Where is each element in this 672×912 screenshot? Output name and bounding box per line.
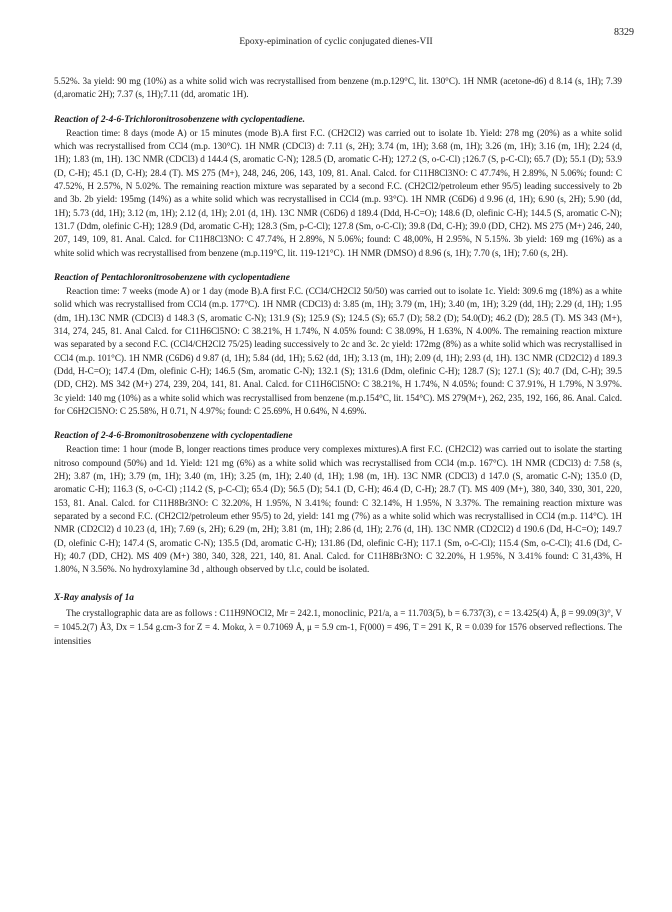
- article-body: [54, 75, 622, 648]
- running-title: Epoxy-epimination of cyclic conjugated dienes-VII: [239, 37, 433, 47]
- section-xray: [54, 592, 622, 648]
- section-body: The crystallographic data are as follows : C11H9NOCl2, Mr = 242.1, monoclinic, P21/a, a = 11.703(5), b = 6.737(3), c = 13.425(4) Å, β = 99.09(3)°, V = 1045.2(7) Å3, Dx = 1.54 g.cm-3 for Z = 4. Mokα, λ = 0.71069 Å, μ = 5.9 cm-1, F(000) = 496, T = 291 K, R = 0.039 for 1576 observed reflections. The intensities: [54, 607, 622, 646]
- page-number: 8329: [614, 27, 634, 38]
- intro-paragraph: 5.52%. 3a yield: 90 mg (10%) as a white solid wich was recrystallised from benzene (m.p.129°C, lit. 130°C). 1H NMR (acetone-d6) d 8.14 (s, 1H); 7.39 (d,aromatic 2H); 7.37 (s, 1H);7.11 (dd, aromatic 1H).: [54, 76, 622, 100]
- section-heading: Reaction of Pentachloronitrosobenzene with cyclopentadiene: [54, 272, 290, 283]
- section-heading: X-Ray analysis of 1a: [54, 593, 134, 604]
- section-heading: Reaction of 2-4-6-Trichloronitrosobenzene with cyclopentadiene.: [54, 114, 305, 125]
- section-bromo: [54, 430, 622, 576]
- section-body: Reaction time: 1 hour (mode B, longer reactions times produce very complexes mixtures).A first F.C. (CH2Cl2) was carried out to isolate the starting nitroso compound (50%) and 1d. Yield: 121 mg (6%) as a white solid which was recrystallised from CCl4 (m.p. 167°C). 1H NMR (CDCl3) d: 7.58 (s, 2H); 3.87 (m, 1H); 3.79 (m, 1H); 3.40 (m, 1H); 3.25 (m, 1H); 2.40 (d, 1H); 1.98 (m, 1H). 13C NMR (CDCl3) d 147.0 (S, aromatic C-N); 135.0 (D, aromatic C-H); 116.3 (S, o-C-Cl) ;114.2 (S, p-C-Cl); 65.4 (D); 56.5 (D); 54.1 (D, C-H); 46.4 (D, C-H); 28.7 (T). MS 409 (M+), 380, 340, 330, 301, 220, 153, 81. Anal. Calcd. for C11H8Br3NO: C 32.20%, H 1.95%, N 3.41%; found: C 32.14%, H 1.95%, N 3.37%. The remaining reaction mixture was separated by a second F.C. (CH2Cl2/petroleum ether 95/5) to 2d, yield: 141 mg (7%) as a white solid which was recrystallised in CCl4 (m.p. 114°C). 1H NMR (CD2Cl2) d 10.23 (d, 1H); 7.69 (s, 2H); 6.29 (m, 2H); 3.81 (m, 1H); 2.86 (d, 1H); 2.76 (d, 1H). 13C NMR (CD2Cl2) d 190.6 (Dd, H-C=O); 149.7 (D, olefinic C-H); 147.4 (S, aromatic C-N); 135.5 (Dd, aromatic C-H); 131.86 (Dd, olefinic C-H); 117.1 (Sm, o-C-Cl); 115.4 (Sm, o-C-Cl); 41.6 (Dd, C-H); 40.7 (DD, CH2). MS 409 (M+) 380, 340, 328, 221, 140, 81. Anal. Calcd. for C11H8Br3NO: C 32.20%, H 1.95%, N 3.41% found: C 31,43%, H 1.80%, N 3.56%. No hydroxylamine 3d , although observed by t.l.c, could be isolated.: [54, 444, 622, 575]
- section-trichloro: [54, 114, 622, 260]
- section-pentachloro: [54, 272, 622, 418]
- section-body: Reaction time: 8 days (mode A) or 15 minutes (mode B).A first F.C. (CH2Cl2) was carried out to isolate 1b. Yield: 278 mg (20%) as a white solid which was recrystallised from CCl4 (m.p. 130°C). 1H NMR (CDCl3) d: 7.11 (s, 2H); 3.74 (m, 1H); 3.68 (m, 1H); 3.26 (m, 1H); 3.16 (m, 1H); 2.24 (d, 1H); 1.83 (m, 1H). 13C NMR (CDCl3) d 144.4 (S, aromatic C-N); 128.5 (D, aromatic C-H); 127.2 (S, o-C-Cl) ;126.7 (S, p-C-Cl); 65.7 (D); 55.1 (D); 53.9 (D, C-H); 45.1 (D, C-H); 28.4 (T). MS 275 (M+), 248, 246, 206, 143, 109, 81. Anal. Calcd. for C11H8Cl3NO: C 47.74%, H 2.89%, N 5.06%; found: C 47.52%, H 2.57%, N 5.02%. The remaining reaction mixture was separated by a second F.C. (CH2Cl2/petroleum ether 95/5) leading successively to 2b and 3b. 2b yield: 195mg (14%) as a white solid which was recrystallised in CCl4 (m.p. 93°C). 1H NMR (C6D6) d 9.96 (d, 1H); 6.90 (s, 2H); 5.90 (dd, 1H); 5.73 (dd, 1H); 3.12 (m, 1H); 2.12 (d, 1H); 2.01 (d, 1H). 13C NMR (C6D6) d 189.4 (Ddd, H-C=O); 148.6 (D, olefinic C-H); 144.5 (S, aromatic C-N); 131.7 (Ddm, olefinic C-H); 128.9 (Dd, aromatic C-H); 128.3 (Sm, p-C-Cl); 127.8 (Sm, o-C-Cl); 39.8 (Dd, C-H); 39.0 (DD, CH2). MS 275 (M+) 246, 240, 207, 149, 109, 81. Anal. Calcd. for C11H8Cl3NO: C 47.74%, H 2.89%, N 5.06%; found: C 48,00%, H 2.95%, N 5.15%. 3b yield: 169 mg (16%) as a white solid which was recrystallised from benzene (m.p.119°C, lit. 119-121°C). 1H NMR (DMSO) d 8.96 (s, 1H); 7.70 (s, 1H); 7.60 (s, 2H).: [54, 127, 622, 258]
- section-heading: Reaction of 2-4-6-Bromonitrosobenzene with cyclopentadiene: [54, 431, 293, 442]
- running-head: [0, 26, 672, 47]
- section-body: Reaction time: 7 weeks (mode A) or 1 day (mode B).A first F.C. (CCl4/CH2Cl2 50/50) was carried out to isolate 1c. Yield: 309.6 mg (18%) as a white solid which was recrystallised from CCl4 (m.p. 177°C). 1H NMR (CDCl3) d: 3.85 (m, 1H); 3.79 (m, 1H); 3.40 (m, 1H); 3.29 (dd, 1H); 2.29 (d, 1H); 1.95 (dm, 1H).13C NMR (CDCl3) d 148.3 (S, aromatic C-N); 131.9 (S); 125.9 (S); 124.5 (S); 65.7 (D); 58.2 (D); 54.0(D); 46.2 (D); 28.5 (T). MS 343 (M+), 314, 274, 245, 81. Anal Calcd. for C11H6Cl5NO: C 38.21%, H 1.74%, N 4.05% found: C 38.09%, H 1.63%, N 4.00%. The remaining reaction mixture was separated by a second F.C. (CCl4/CH2Cl2 75/25) leading successively to 2c and 3c. 2c yield: 172mg (8%) as a white solid which was recrystallised in CCl4 (m.p. 101°C). 1H NMR (C6D6) d 9.87 (d, 1H); 5.84 (dd, 1H); 5.62 (dd, 1H); 3.13 (m, 1H); 2.09 (d, 1H); 2.93 (d, 1H). 13C NMR (CD2Cl2) d 189.3 (Ddd, H-C=O); 147.4 (Dm, olefinic C-H); 146.5 (Sm, aromatic C-N); 132.1 (S); 131.6 (Ddm, olefinic C-H); 128.7 (S); 127.1 (S); 40.7 (Dd, C-H); 39.5 (DD, CH2). MS 342 (M+) 274, 239, 204, 141, 81. Anal. Calcd. for C11H6Cl5NO: C 38.21%, H 1.74%, N 4.05%; found: C 37.91%, H 1.79%, N 3.97%. 3c yield: 140 mg (10%) as a white solid which was recrystallised from benzene (m.p.154°C, lit. 154°C). MS 279(M+), 262, 235, 192, 166, 86. Anal. Calcd. for C6H2Cl5NO: C 25.58%, H 0.71, N 4.97%; found: C 25.69%, H 0.64%, N 4.69%.: [54, 286, 622, 416]
